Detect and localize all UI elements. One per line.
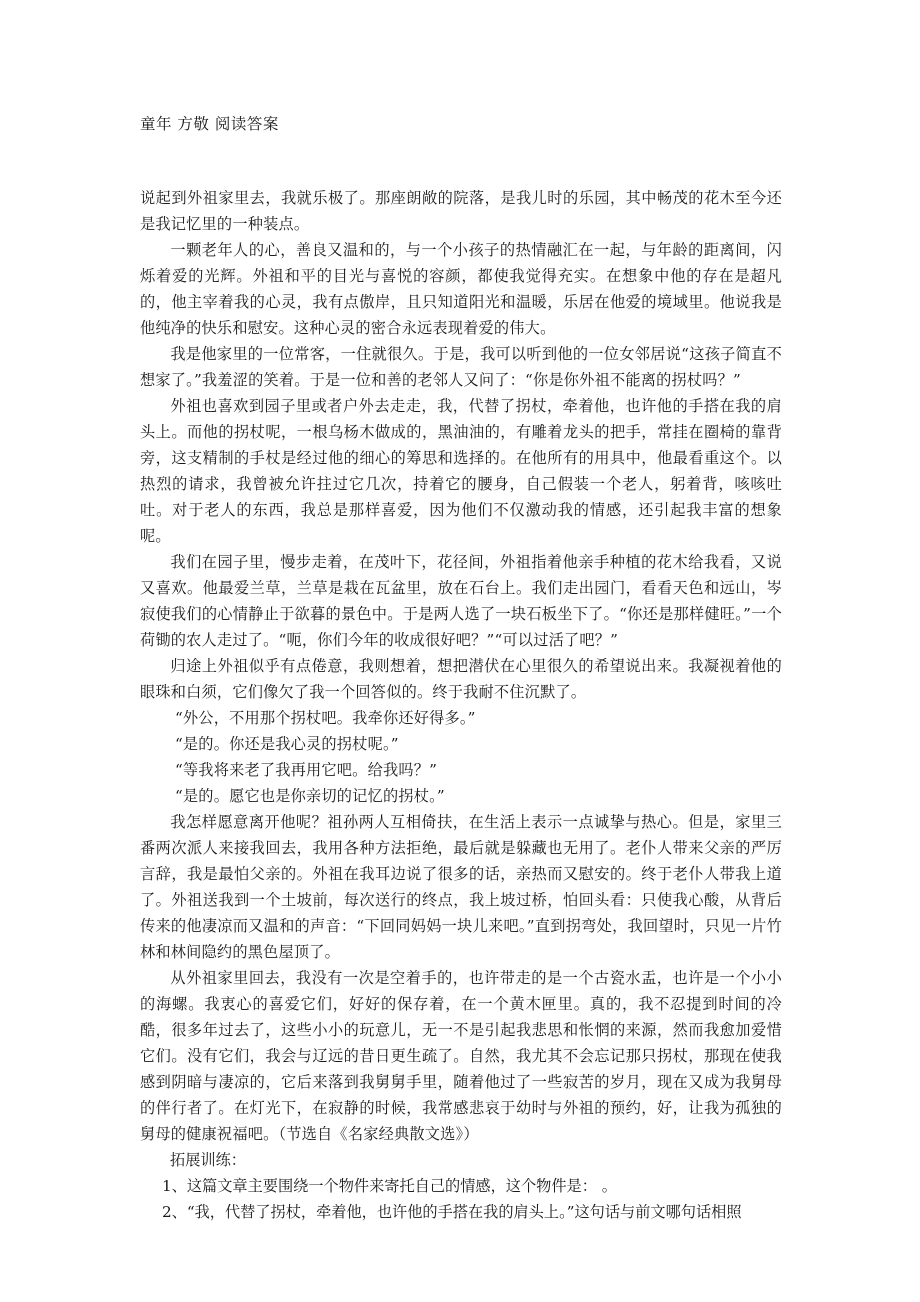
paragraph-6: 归途上外祖似乎有点倦意，我则想着，想把潜伏在心里很久的希望说出来。我凝视着他的眼珠和白须，它们像欠了我一个回答似的。终于我耐不住沉默了。 xyxy=(140,657,782,701)
dialogue-line-2: “是的。你还是我心灵的拐杖呢。” xyxy=(174,735,399,753)
paragraph-1: 说起到外祖家里去，我就乐极了。那座朗敞的院落，是我儿时的乐园，其中畅茂的花木至今还是我记忆里的一种装点。 xyxy=(140,189,782,233)
exercise-heading: 拓展训练： xyxy=(170,1151,246,1169)
paragraph-5: 我们在园子里，慢步走着，在茂叶下，花径间，外祖指着他亲手种植的花木给我看，又说又喜欢。他最爱兰草，兰草是栽在瓦盆里，放在石台上。我们走出园门，看看天色和远山，岑寂使我们的心情静止于欲暮的景色中。于是两人选了一块石板坐下了。“你还是那样健旺。”一个荷锄的农人走过了。“呃，你们今年的收成很好吧？”“可以过活了吧？” xyxy=(140,553,782,649)
paragraph-7: 我怎样愿意离开他呢？祖孙两人互相倚扶，在生活上表示一点诚挚与热心。但是，家里三番两次派人来接我回去，我用各种方法拒绝，最后就是躲藏也无用了。老仆人带来父亲的严厉言辞，我是最怕父亲的。外祖在我耳边说了很多的话，亲热而又慰安的。终于老仆人带我上道了。外祖送我到一个土坡前，每次送行的终点，我上坡过桥，怕回头看：只使我心酸，从背后传来的他凄凉而又温和的声音：“下回同妈妈一块儿来吧。”直到拐弯处，我回望时，只见一片竹林和林间隐约的黑色屋顶了。 xyxy=(140,813,782,961)
paragraph-2: 一颗老年人的心，善良又温和的，与一个小孩子的热情融汇在一起，与年龄的距离间，闪烁着爱的光辉。外祖和平的目光与喜悦的容颜，都使我觉得充实。在想象中他的存在是超凡的，他主宰着我的心灵，我有点傲岸，且只知道阳光和温暖，乐居在他爱的境域里。他说我是他纯净的快乐和慰安。这种心灵的密合永远表现着爱的伟大。 xyxy=(140,241,782,337)
dialogue-line-3: “等我将来老了我再用它吧。给我吗？” xyxy=(174,761,438,779)
paragraph-3: 我是他家里的一位常客，一住就很久。于是，我可以听到他的一位女邻居说“这孩子简直不想家了。”我羞涩的笑着。于是一位和善的老邻人又问了：“你是你外祖不能离的拐杖吗？” xyxy=(140,345,782,389)
dialogue-line-4: “是的。愿它也是你亲切的记忆的拐杖。” xyxy=(174,787,445,805)
paragraph-4: 外祖也喜欢到园子里或者户外去走走，我，代替了拐杖，牵着他，也许他的手搭在我的肩头上。而他的拐杖呢，一根乌杨木做成的，黑油油的，有雕着龙头的把手，常挂在圈椅的靠背旁，这支精制的手杖是经过他的细心的筹思和选择的。在他所有的用具中，他最看重这个。以热烈的请求，我曾被允许拄过它几次，持着它的腰身，自己假装一个老人，躬着背，咳咳吐吐。对于老人的东西，我总是那样喜爱，因为他们不仅激动我的情感，还引起我丰富的想象呢。 xyxy=(140,397,782,545)
paragraph-8: 从外祖家里回去，我没有一次是空着手的，也许带走的是一个古瓷水盂，也许是一个小小的海螺。我衷心的喜爱它们，好好的保存着，在一个黄木匣里。真的，我不忍提到时间的冷酷，很多年过去了，这些小小的玩意儿，无一不是引起我悲思和怅惘的来源，然而我愈加爱惜它们。没有它们，我会与辽远的昔日更生疏了。自然，我尤其不会忘记那只拐杖，那现在使我感到阴暗与凄凉的，它后来落到我舅舅手里，随着他过了一些寂苦的岁月，现在又成为我舅母的伴行者了。在灯光下，在寂静的时候，我常感悲哀于幼时与外祖的预约，好，让我为孤独的舅母的健康祝福吧。（节选自《名家经典散文选》） xyxy=(140,969,782,1143)
document-title: 童年 方敬 阅读答案 xyxy=(140,115,279,133)
question-2: 2、“我，代替了拐杖，牵着他，也许他的手搭在我的肩头上。”这句话与前文哪句话相照 xyxy=(162,1203,742,1221)
question-1: 1、这篇文章主要围绕一个物件来寄托自己的情感，这个物件是： 。 xyxy=(162,1177,617,1195)
article-body xyxy=(140,185,782,1225)
dialogue-line-1: “外公，不用那个拐杖吧。我牵你还好得多。” xyxy=(174,709,476,727)
